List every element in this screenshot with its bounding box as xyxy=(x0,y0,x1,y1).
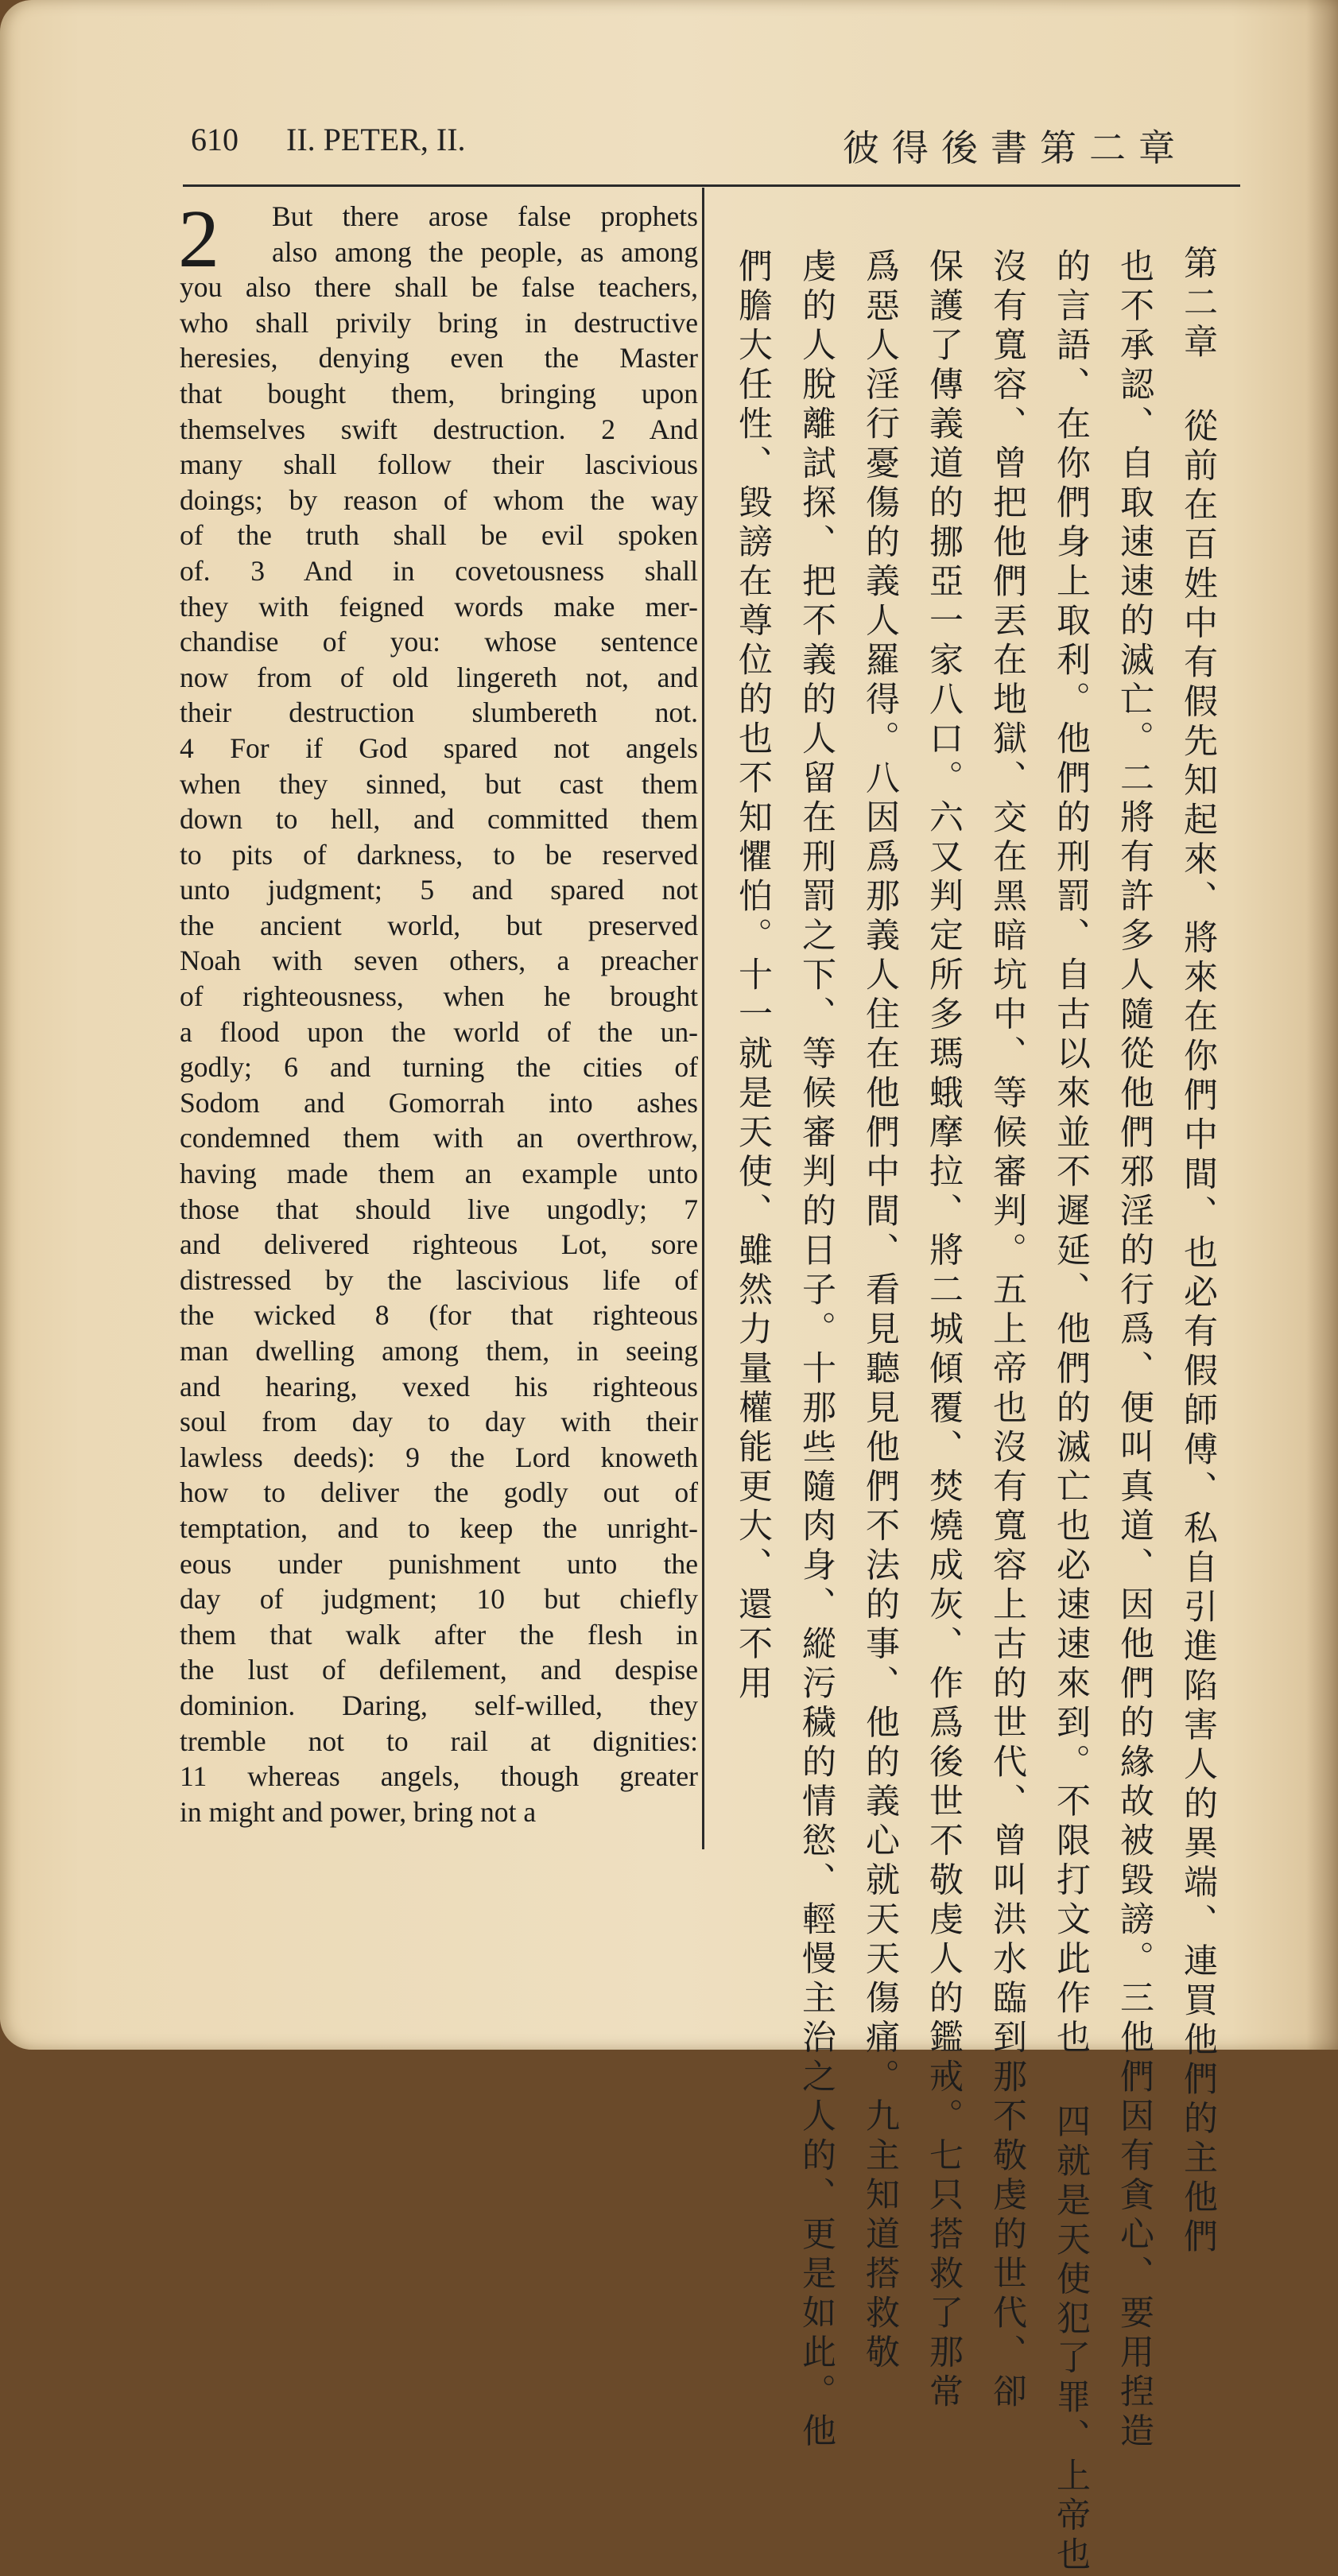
text-line: themselves swift destruction. 2 And xyxy=(180,413,698,445)
text-line: to pits of darkness, to be reserved xyxy=(180,838,698,871)
text-line: when they sinned, but cast them xyxy=(180,767,698,800)
text-line: and delivered righteous Lot, sore xyxy=(180,1228,698,1261)
text-line: that bought them, bringing upon xyxy=(180,377,698,409)
chinese-column: 虔的人脫離試探、把不義的人留在刑罰之下、等候審判的日子。十那些隨肉身、縱污穢的情慾、輕慢主治之人的、更是如此。他 xyxy=(797,248,836,2452)
text-line: Sodom and Gomorrah into ashes xyxy=(180,1086,698,1119)
text-line: also among the people, as among xyxy=(272,235,698,268)
chinese-text-column xyxy=(712,199,1228,2576)
text-line: of righteousness, when he brought xyxy=(180,980,698,1013)
book-chapter-title-en: II. PETER, II. xyxy=(286,122,466,157)
text-line: 11 whereas angels, though greater xyxy=(180,1760,698,1793)
text-line: heresies, denying even the Master xyxy=(180,342,698,374)
text-line: and hearing, vexed his righteous xyxy=(180,1370,698,1402)
book-chapter-title-zh: 彼得後書第二章 xyxy=(843,126,1188,169)
text-line: they with feigned words make mer- xyxy=(180,590,698,623)
text-line: the ancient world, but preserved xyxy=(180,909,698,941)
header-rule xyxy=(183,184,1240,187)
chinese-column: 的言語、在你們身上取利。他們的刑罰、自古以來並不遲延、他們的滅亡也必速速來到。不限打文此作也 四就是天使犯了罪、上帝也 xyxy=(1051,248,1091,2576)
text-line: the wicked 8 (for that righteous xyxy=(180,1299,698,1332)
text-line: having made them an example unto xyxy=(180,1158,698,1190)
text-line: those that should live ungodly; 7 xyxy=(180,1193,698,1225)
text-line: who shall privily bring in destructive xyxy=(180,306,698,339)
page-number: 610 xyxy=(191,122,239,157)
text-line: how to deliver the godly out of xyxy=(180,1476,698,1509)
text-line: a flood upon the world of the un- xyxy=(180,1015,698,1048)
text-line: lawless deeds): 9 the Lord knoweth xyxy=(180,1441,698,1473)
text-line: in might and power, bring not a xyxy=(180,1795,537,1828)
text-line: many shall follow their lascivious xyxy=(180,448,698,481)
text-line: you also there shall be false teachers, xyxy=(180,271,698,304)
chinese-column: 也不承認、自取速速的滅亡。二將有許多人隨從他們邪淫的行爲、便叫真道、因他們的緣故被毀謗。三他們因有貪心、要用揑造 xyxy=(1115,248,1154,2452)
running-header-english xyxy=(191,121,466,169)
chinese-column: 沒有寬容、曾把他們丟在地獄、交在黑暗坑中、等候審判。五上帝也沒有寬容上古的世代、曾叫洪水臨到那不敬虔的世代、卻 xyxy=(987,248,1027,2413)
text-line: day of judgment; 10 but chiefly xyxy=(180,1583,698,1616)
text-line: now from of old lingereth not, and xyxy=(180,661,698,693)
chinese-column: 第二章 從前在百姓中有假先知起來、將來在你們中間、也必有假師傅、私自引進陷害人的異端、連買他們的主他們 xyxy=(1178,245,1218,2258)
text-line: distressed by the lascivious life of xyxy=(180,1263,698,1296)
text-line: eous under punishment unto the xyxy=(180,1547,698,1580)
chinese-column: 爲惡人淫行憂傷的義人羅得。八因爲那義人住在他們中間、看見聽見他們不法的事、他的義心就天天傷痛。九主知道搭救敬 xyxy=(860,248,900,2373)
chinese-column: 們膽大任性、毀謗在尊位的也不知懼怕。十一就是天使、雖然力量權能更大、還不用 xyxy=(733,248,773,1705)
chinese-column: 保護了傳義道的挪亞一家八口。六又判定所多瑪蛾摩拉、將二城傾覆、焚燒成灰、作爲後世不敬虔人的鑑戒。七只搭救了那常 xyxy=(924,248,964,2413)
text-line: doings; by reason of whom the way xyxy=(180,483,698,516)
text-line: temptation, and to keep the unright- xyxy=(180,1511,698,1544)
text-line: tremble not to rail at dignities: xyxy=(180,1724,698,1757)
page-edge-shadow xyxy=(1306,0,1338,2050)
text-line: condemned them with an overthrow, xyxy=(180,1122,698,1154)
text-line: But there arose false prophets xyxy=(272,200,698,232)
text-line: the lust of defilement, and despise xyxy=(180,1654,698,1686)
text-line: Noah with seven others, a preacher xyxy=(180,945,698,977)
text-line: unto judgment; 5 and spared not xyxy=(180,874,698,906)
text-line: chandise of you: whose sentence xyxy=(180,626,698,658)
text-line: godly; 6 and turning the cities of xyxy=(180,1051,698,1084)
text-line: soul from day to day with their xyxy=(180,1406,698,1438)
column-divider xyxy=(702,188,704,1849)
chapter-drop-cap: 2 xyxy=(178,193,219,285)
text-line: their destruction slumbereth not. xyxy=(180,696,698,729)
text-line: them that walk after the flesh in xyxy=(180,1618,698,1651)
text-line: of. 3 And in covetousness shall xyxy=(180,554,698,587)
text-line: dominion. Daring, self-willed, they xyxy=(180,1689,698,1721)
text-line: man dwelling among them, in seeing xyxy=(180,1335,698,1367)
text-line: of the truth shall be evil spoken xyxy=(180,519,698,552)
text-line: 4 For if God spared not angels xyxy=(180,731,698,764)
english-text-column xyxy=(178,193,698,1852)
text-line: down to hell, and committed them xyxy=(180,803,698,836)
